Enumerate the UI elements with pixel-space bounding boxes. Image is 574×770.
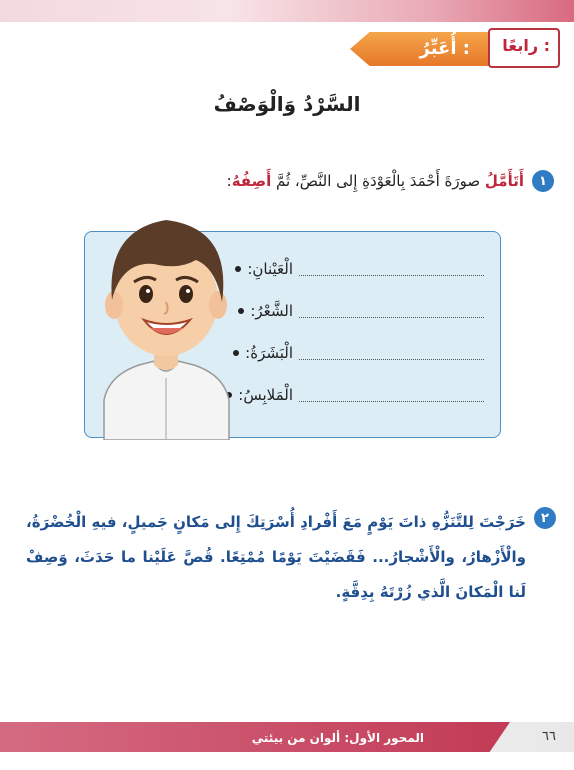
top-decorative-band (0, 0, 574, 22)
q1-verb-1: أَتَأَمَّلُ (484, 172, 524, 190)
description-line-clothes[interactable] (226, 386, 484, 404)
answer-dotted-line[interactable] (299, 389, 484, 402)
description-label: الْمَلابِسُ: (238, 386, 293, 404)
question-1 (227, 168, 554, 194)
question-number-badge: ٢ (534, 507, 556, 529)
question-number-badge: ١ (532, 170, 554, 192)
page-title: السَّرْدُ وَالْوَصْفُ (213, 92, 361, 116)
description-line-eyes[interactable] (235, 260, 484, 278)
question-2-text: خَرَجْتَ لِلتَّنَزُّهِ ذاتَ يَوْمٍ مَعَ أَفْرادِ أُسْرَتِكَ إِلى مَكانٍ جَميلٍ، فيهِ الْخُضْرَةُ، والْأَزْهارُ، والْأَشْجارُ... فَقَضَيْتَ يَوْمًا مُمْتِعًا. قُصَّ عَلَيْنا ما حَدَثَ، وَصِفْ لَنا الْمَكانَ الَّذي زُرْتَهُ بِدِقَّةٍ. (26, 513, 526, 601)
section-label-box (488, 28, 560, 68)
description-label: الْبَشَرَةُ: (245, 344, 293, 362)
description-label: الشَّعْرُ: (250, 302, 293, 320)
question-2 (26, 505, 556, 610)
question-1-text (227, 172, 524, 190)
q1-verb-2: أَصِفُهُ (231, 172, 272, 190)
footer-unit-title: المحور الأول: ألوان من بيئتي (251, 731, 424, 745)
boy-illustration (84, 190, 249, 440)
q1-middle: صورَةَ أَحْمَدَ بِالْعَوْدَةِ إِلى النَّصِّ، ثُمَّ (271, 172, 485, 190)
answer-dotted-line[interactable] (299, 263, 484, 276)
section-label: رابعًا : (502, 36, 550, 55)
banner-text: أُعَبِّرُ : (419, 38, 470, 59)
section-header (360, 26, 560, 70)
description-line-skin[interactable] (233, 344, 484, 362)
q1-colon: : (226, 172, 232, 190)
description-label: الْعَيْنانِ: (247, 260, 293, 278)
page-number: ٦٦ (542, 729, 556, 744)
description-line-hair[interactable] (238, 302, 484, 320)
bottom-margin (0, 752, 574, 770)
answer-dotted-line[interactable] (299, 305, 484, 318)
answer-dotted-line[interactable] (299, 347, 484, 360)
